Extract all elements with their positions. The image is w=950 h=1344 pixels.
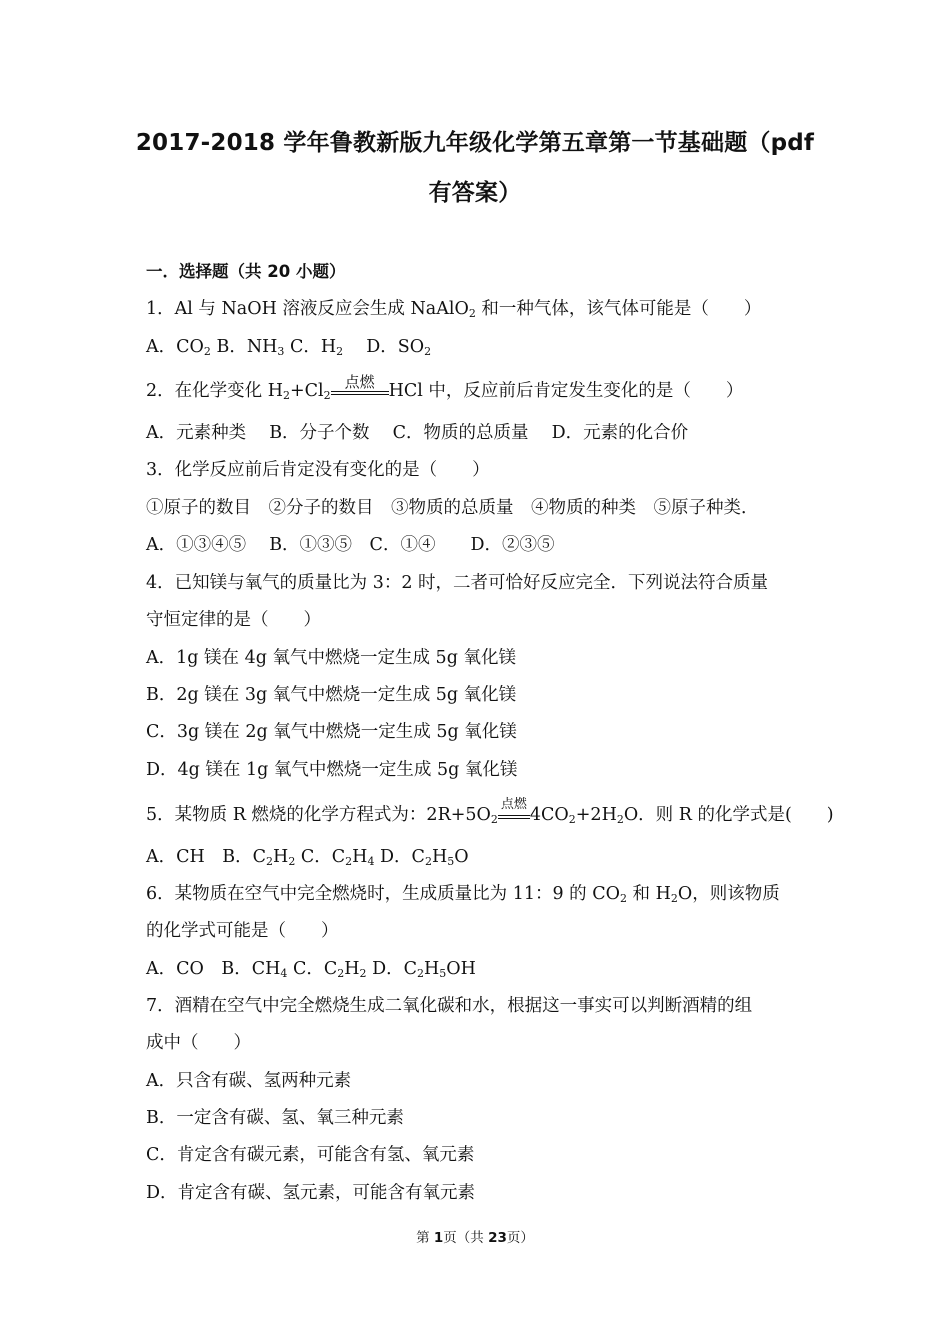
q6-option-d: D．$C_2H_5OH$: [372, 959, 476, 980]
q4-option-a: A．1g 镁在 4g 氧气中燃烧一定生成 5g 氧化镁: [146, 648, 516, 668]
q1-option-b: B．$NH_3$: [216, 337, 285, 358]
total-pages: 23: [488, 1230, 507, 1246]
q6-options-ab: A．CO B．$CH_4$: [146, 959, 288, 980]
question-7-stem-1: 7．酒精在空气中完全燃烧生成二氧化碳和水，根据这一事实可以判断酒精的组: [146, 996, 753, 1016]
q7-option-b: B．一定含有碳、氢、氧三种元素: [146, 1108, 404, 1128]
title-line-1: 2017-2018 学年鲁教新版九年级化学第五章第一节基础题（pdf: [135, 130, 815, 156]
question-2-stem: 2．在化学变化 $H_2+Cl_2$ 点燃 HCl 中，反应前后肯定发生变化的是（ ）: [146, 373, 744, 402]
question-2-options: A．元素种类 B．分子个数 C．物质的总质量 D．元素的化合价: [146, 423, 689, 443]
q4-option-c: C．3g 镁在 2g 氧气中燃烧一定生成 5g 氧化镁: [146, 722, 517, 742]
page-number: 1: [433, 1230, 444, 1246]
document-title: [110, 118, 840, 218]
q4-option-d: D．4g 镁在 1g 氧气中燃烧一定生成 5g 氧化镁: [146, 760, 518, 780]
reaction-arrow: [331, 373, 389, 396]
question-1-options: [146, 334, 431, 360]
reaction-condition: 点燃: [344, 373, 375, 391]
q5-option-d: D．$C_2H_5O$: [380, 847, 469, 868]
question-5-stem: 5．某物质 R 燃烧的化学方程式为：$2R+5O_2$ 点燃 $4CO_2+2H_2O$．则 R 的化学式是( ): [146, 797, 834, 826]
question-6-stem-1: 6．某物质在空气中完全燃烧时，生成质量比为 11：9 的 $CO_2$ 和 $H_2O$，则该物质: [146, 884, 780, 905]
question-5-options: [146, 844, 469, 870]
q1-option-a: A．$CO_2$: [146, 337, 211, 358]
q1-option-c: C．$H_2$: [289, 337, 344, 358]
q5-option-c: C．$C_2H_4$: [300, 847, 375, 868]
q1-subscript: 2: [468, 307, 476, 320]
q4-option-b: B．2g 镁在 3g 氧气中燃烧一定生成 5g 氧化镁: [146, 685, 517, 705]
q7-option-c: C．肯定含有碳元素，可能含有氢、氧元素: [146, 1145, 475, 1165]
section-heading: 一．选择题（共 20 小题）: [146, 262, 346, 281]
question-7-stem-2: 成中（ ）: [146, 1033, 251, 1053]
question-3-options: A．①③④⑤ B．①③⑤ C．①④ D．②③⑤: [146, 535, 555, 555]
q7-option-d: D．肯定含有碳、氢元素，可能含有氧元素: [146, 1183, 476, 1203]
question-4-stem-2: 守恒定律的是（ ）: [146, 610, 321, 630]
question-6-options: [146, 956, 476, 982]
question-3-items: ①原子的数目 ②分子的数目 ③物质的总质量 ④物质的种类 ⑤原子种类．: [146, 498, 759, 518]
question-4-stem-1: 4．已知镁与氧气的质量比为 3：2 时，二者可恰好反应完全．下列说法符合质量: [146, 573, 769, 593]
page-footer: 第 1页（共 23页）: [416, 1230, 534, 1246]
q1-option-d: D．$SO_2$: [366, 337, 432, 358]
q1-stem-text: 1．Al 与 NaOH 溶液反应会生成 NaAlO: [146, 299, 469, 319]
reaction-arrow: [498, 797, 530, 820]
question-6-stem-2: 的化学式可能是（ ）: [146, 921, 339, 941]
reaction-condition: 点燃: [500, 797, 527, 812]
question-3-stem: 3．化学反应前后肯定没有变化的是（ ）: [146, 460, 490, 480]
q1-stem-text-2: 和一种气体，该气体可能是（ ）: [475, 299, 762, 319]
q7-option-a: A．只含有碳、氢两种元素: [146, 1071, 352, 1091]
title-line-2: 有答案）: [428, 180, 522, 206]
q5-options-ab: A．CH B．$C_2H_2$: [146, 847, 296, 868]
question-1-stem: [146, 296, 761, 322]
q6-option-c: C．$C_2H_2$: [292, 959, 367, 980]
